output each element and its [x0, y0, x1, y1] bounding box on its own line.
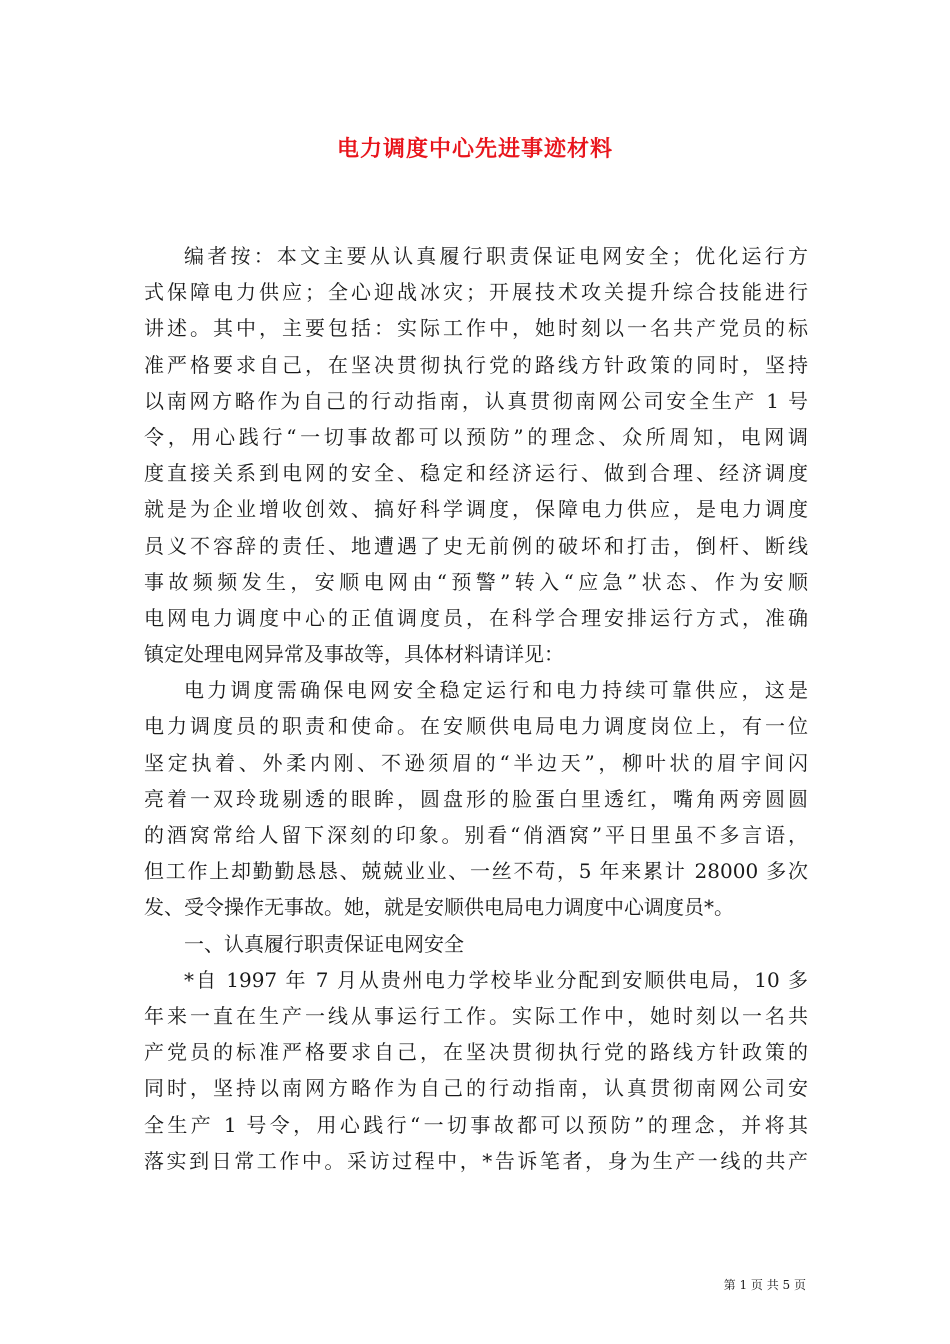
text-line: 就是为企业增收创效、搞好科学调度，保障电力供应，是电力调度 — [144, 497, 808, 522]
text-line: 式保障电力供应；全心迎战冰灾；开展技术攻关提升综合技能进行 — [144, 280, 808, 305]
text-line: 员义不容辞的责任、地遭遇了史无前例的破坏和打击，倒杆、断线 — [144, 533, 808, 558]
document-title: 电力调度中心先进事迹材料 — [336, 136, 613, 162]
text-line: *自 1997 年 7 月从贵州电力学校毕业分配到安顺供电局，10 多 — [184, 967, 808, 992]
section-heading: 一、认真履行职责保证电网安全 — [184, 931, 464, 956]
page-number: 第 1 页 共 5 页 — [723, 1278, 806, 1292]
text-line: 以南网方略作为自己的行动指南，认真贯彻南网公司安全生产 1 号 — [144, 388, 808, 413]
text-line: 产党员的标准严格要求自己，在坚决贯彻执行党的路线方针政策的 — [144, 1040, 808, 1065]
text-line: 电力调度员的职责和使命。在安顺供电局电力调度岗位上，有一位 — [144, 714, 808, 739]
text-line: 坚定执着、外柔内刚、不逊须眉的“半边天”，柳叶状的眉宇间闪 — [144, 750, 808, 775]
text-line: 度直接关系到电网的安全、稳定和经济运行、做到合理、经济调度 — [144, 461, 808, 486]
text-line: 年来一直在生产一线从事运行工作。实际工作中，她时刻以一名共 — [144, 1003, 808, 1028]
document-body — [144, 238, 808, 1179]
text-line: 准严格要求自己，在坚决贯彻执行党的路线方针政策的同时，坚持 — [144, 352, 808, 377]
text-line: 电网电力调度中心的正值调度员，在科学合理安排运行方式，准确 — [144, 605, 808, 630]
text-line: 的酒窝常给人留下深刻的印象。别看“俏酒窝”平日里虽不多言语， — [144, 823, 808, 847]
text-line: 电力调度需确保电网安全稳定运行和电力持续可靠供应，这是 — [184, 678, 808, 703]
text-line: 但工作上却勤勤恳恳、兢兢业业、一丝不苟，5 年来累计 28000 多次 — [144, 859, 808, 884]
text-line: 事故频频发生，安顺电网由“预警”转入“应急”状态、作为安顺 — [144, 569, 808, 594]
text-line: 同时，坚持以南网方略作为自己的行动指南，认真贯彻南网公司安 — [144, 1076, 808, 1101]
text-line: 令，用心践行“一切事故都可以预防”的理念、众所周知，电网调 — [144, 424, 808, 449]
text-line: 落实到日常工作中。采访过程中，*告诉笔者，身为生产一线的共产 — [144, 1148, 808, 1173]
text-line: 发、受令操作无事故。她，就是安顺供电局电力调度中心调度员*。 — [144, 895, 734, 920]
text-line: 编者按：本文主要从认真履行职责保证电网安全；优化运行方 — [184, 244, 808, 268]
text-line: 镇定处理电网异常及事故等，具体材料请详见： — [144, 642, 564, 667]
text-line: 亮着一双玲珑剔透的眼眸，圆盘形的脸蛋白里透红，嘴角两旁圆圆 — [144, 786, 808, 811]
text-line: 讲述。其中，主要包括：实际工作中，她时刻以一名共产党员的标 — [144, 316, 808, 341]
text-line: 全生产 1 号令，用心践行“一切事故都可以预防”的理念，并将其 — [144, 1112, 808, 1137]
